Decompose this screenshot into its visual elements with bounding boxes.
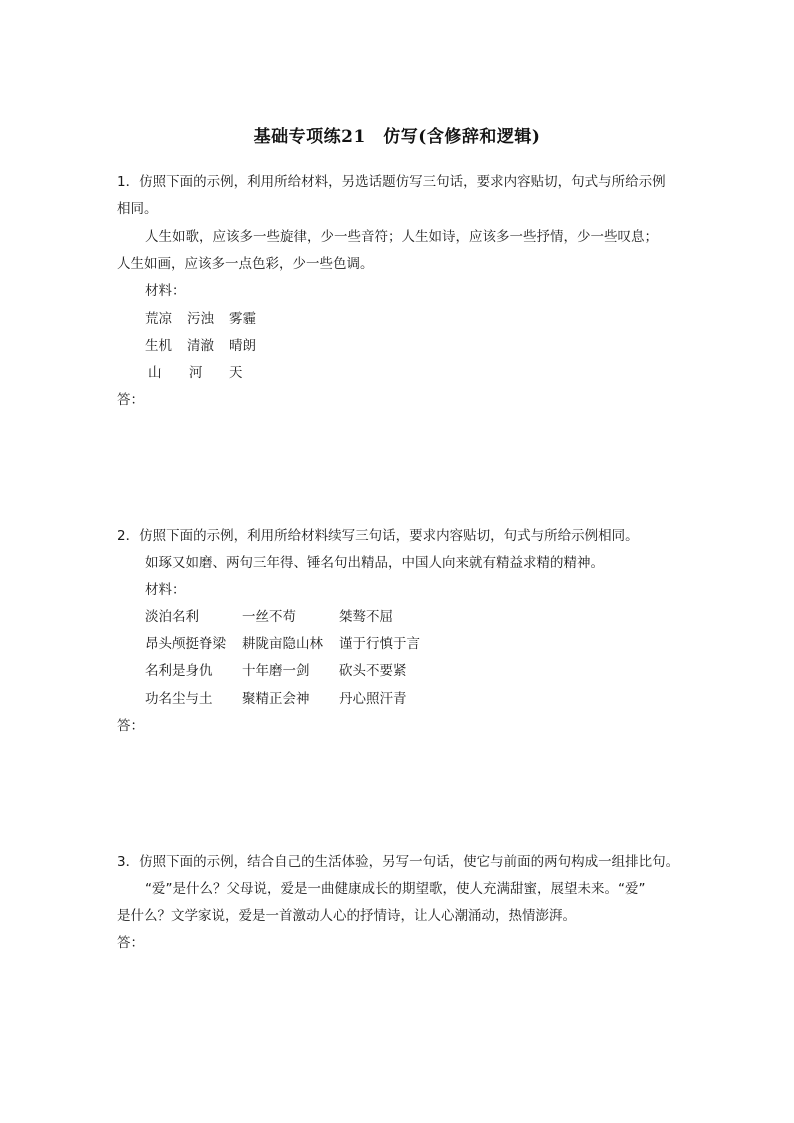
material-word: 淡泊名利 <box>145 609 199 625</box>
q3-example-line2: 是什么？文学家说，爱是一首激动人心的抒情诗，让人心潮涌动，热情澎湃。 <box>117 908 576 924</box>
q2-material-row <box>145 690 407 708</box>
q1-material-row <box>145 337 256 355</box>
material-word: 丹心照汗青 <box>339 691 407 707</box>
material-word: 名利是身仇 <box>145 663 213 679</box>
q1-prompt-line2: 相同。 <box>117 201 158 217</box>
material-word: 一丝不苟 <box>242 609 296 625</box>
q2-material-row <box>145 635 420 653</box>
q2-material-row <box>145 608 393 626</box>
q1-material-row <box>145 310 256 328</box>
q3-answer-label: 答： <box>117 935 144 951</box>
material-word: 荒凉 <box>145 311 172 327</box>
q1-example-line2: 人生如画，应该多一点色彩，少一些色调。 <box>117 256 374 272</box>
material-word: 十年磨一剑 <box>242 663 310 679</box>
q1-example-line1: 人生如歌，应该多一些旋律，少一些音符；人生如诗，应该多一些抒情，少一些叹息； <box>145 229 658 245</box>
page-title: 基础专项练21 仿写(含修辞和逻辑) <box>253 127 541 147</box>
q3-prompt-line1: 3．仿照下面的示例，结合自己的生活体验，另写一句话，使它与前面的两句构成一组排比句。 <box>117 854 680 870</box>
material-word: 功名尘与土 <box>145 691 213 707</box>
material-word: 晴朗 <box>229 338 256 354</box>
material-word: 耕陇亩隐山林 <box>242 636 323 652</box>
material-word: 清澈 <box>187 338 214 354</box>
q1-material-label: 材料： <box>145 283 186 299</box>
material-word: 天 <box>229 365 243 381</box>
q2-example-line1: 如琢又如磨、两句三年得、锤名句出精品，中国人向来就有精益求精的精神。 <box>145 555 604 571</box>
q3-example-line1: “爱”是什么？父母说，爱是一曲健康成长的期望歌，使人充满甜蜜，展望未来。“爱” <box>145 881 646 897</box>
q2-prompt-line1: 2．仿照下面的示例，利用所给材料续写三句话，要求内容贴切，句式与所给示例相同。 <box>117 528 639 544</box>
q2-material-row <box>145 662 407 680</box>
material-word: 聚精正会神 <box>242 691 310 707</box>
q2-answer-label: 答： <box>117 718 144 734</box>
material-word: 昂头颅挺脊梁 <box>145 636 226 652</box>
material-word: 山 <box>148 365 162 381</box>
material-word: 生机 <box>145 338 172 354</box>
material-word: 河 <box>189 365 203 381</box>
material-word: 污浊 <box>187 311 214 327</box>
q1-answer-label: 答： <box>117 392 144 408</box>
material-word: 桀骜不屈 <box>339 609 393 625</box>
q1-prompt-line1: 1．仿照下面的示例，利用所给材料，另选话题仿写三句话，要求内容贴切，句式与所给示例 <box>117 174 666 190</box>
q1-material-row <box>145 364 243 382</box>
material-word: 雾霾 <box>229 311 256 327</box>
material-word: 砍头不要紧 <box>339 663 407 679</box>
q2-material-label: 材料： <box>145 582 186 598</box>
material-word: 谨于行慎于言 <box>339 636 420 652</box>
